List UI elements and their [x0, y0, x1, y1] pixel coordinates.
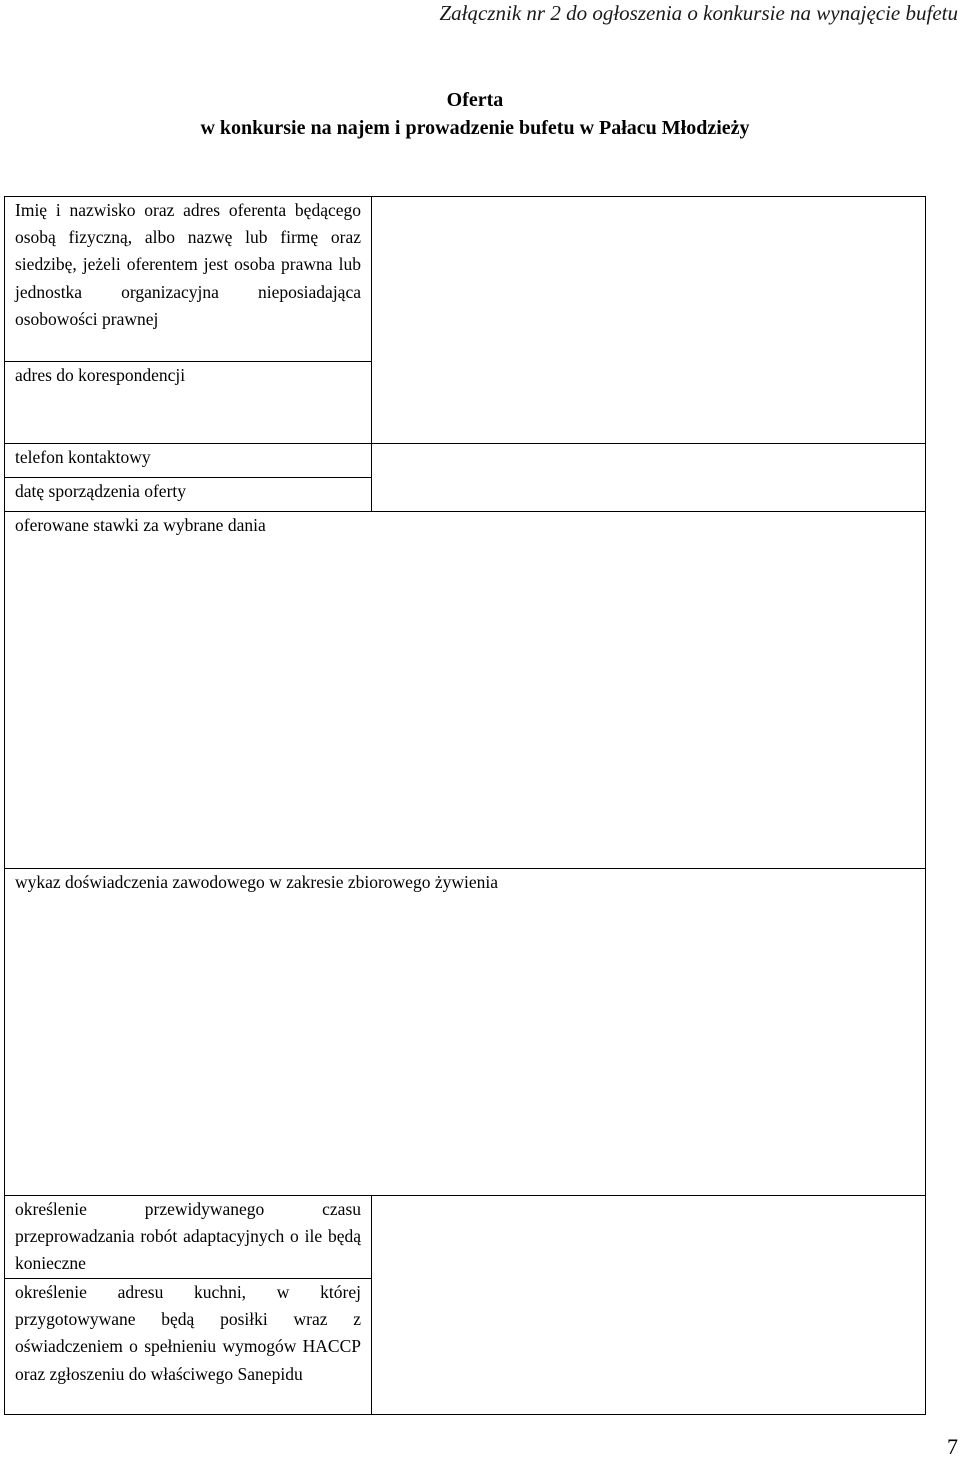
label-offered-rates: oferowane stawki za wybrane dania	[15, 515, 266, 535]
label-offer-date: datę sporządzenia oferty	[5, 478, 372, 512]
label-phone: telefon kontaktowy	[5, 444, 372, 478]
page-number: 7	[947, 1434, 958, 1459]
label-kitchen-address: określenie adresu kuchni, w której przygotowywane będą posiłki wraz z oświadczeniem o spełnieniu wymogów HACCP oraz zgłoszeniu do właściwego Sanepidu	[5, 1279, 372, 1415]
field-offered-rates[interactable]	[5, 512, 926, 869]
form-row-phone	[5, 444, 926, 478]
offer-form-table	[4, 196, 926, 1415]
form-row-adaptation	[5, 1196, 926, 1279]
title-line-1: Oferta	[446, 89, 504, 111]
field-adaptation-and-kitchen[interactable]	[372, 1196, 926, 1415]
document-title	[0, 86, 950, 142]
field-applicant-and-address[interactable]	[372, 197, 926, 444]
form-row-applicant	[5, 197, 926, 362]
field-phone-and-date[interactable]	[372, 444, 926, 512]
form-row-rates	[5, 512, 926, 869]
label-adaptation-time: określenie przewidywanego czasu przeprowadzania robót adaptacyjnych o ile będą konieczne	[5, 1196, 372, 1279]
attachment-note: Załącznik nr 2 do ogłoszenia o konkursie na wynajęcie bufetu	[439, 1, 958, 25]
title-line-2: w konkursie na najem i prowadzenie bufetu w Pałacu Młodzieży	[200, 117, 750, 139]
field-experience[interactable]	[5, 869, 926, 1196]
label-experience: wykaz doświadczenia zawodowego w zakresie zbiorowego żywienia	[15, 872, 498, 892]
form-row-experience	[5, 869, 926, 1196]
label-correspondence-address: adres do korespondencji	[5, 362, 372, 444]
label-applicant: Imię i nazwisko oraz adres oferenta będącego osobą fizyczną, albo nazwę lub firmę oraz siedzibę, jeżeli oferentem jest osoba prawna lub jednostka organizacyjna nieposiadająca osobowości prawnej	[5, 197, 372, 362]
